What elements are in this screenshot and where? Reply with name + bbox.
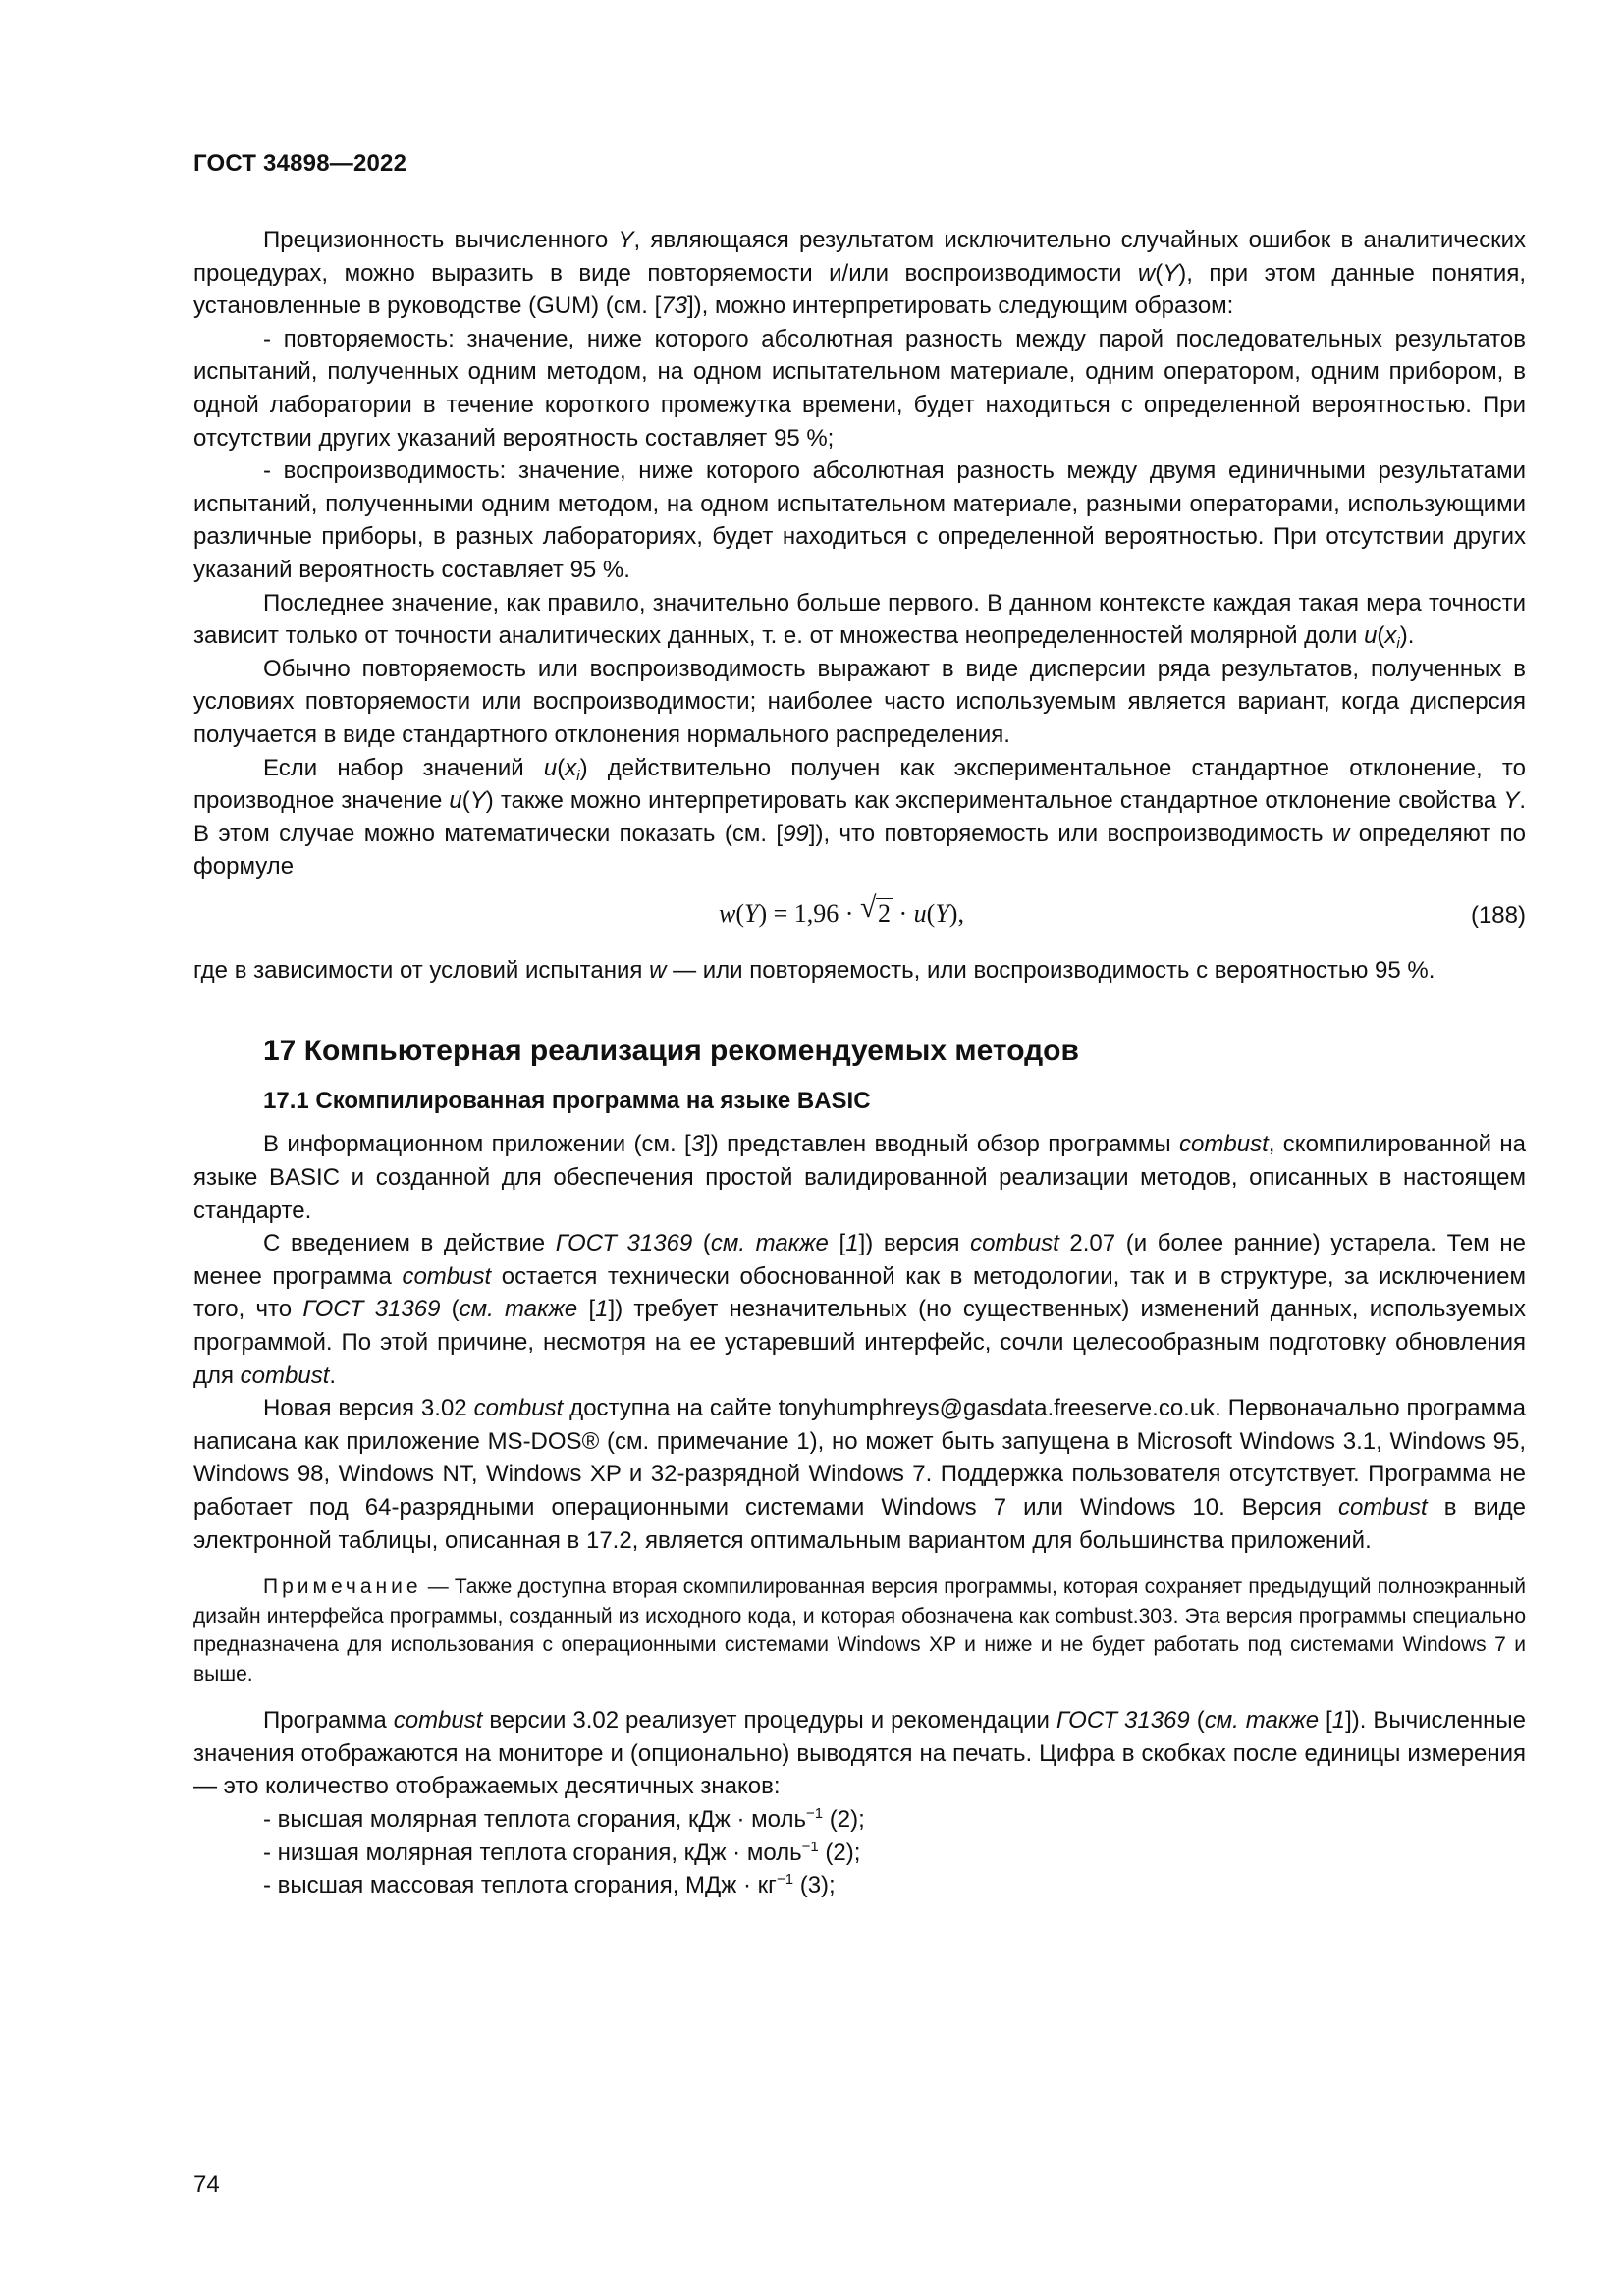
paragraph-program-implements: Программа combust версии 3.02 реализует процедуры и рекомендации ГОСТ 31369 (см. также [1]). Вычисленные значения отображаются на мониторе и (опционально) выводятся на печать. Цифра в скобках после единицы измерения — это количество отображаемых десятичных знаков:: [193, 1707, 1526, 1800]
equation-number: (188): [1470, 901, 1526, 929]
note-text: Примечание — Также доступна вторая скомпилированная версия программы, которая сохраняет предыдущий полноэкранный дизайн интерфейса программы, созданный из исходного кода, и которая обозначена как combust.303. Эта версия программы специально предназначена для использования с операционными системами Windows XP и ниже и не будет работать под системами Windows 7 и выше.: [193, 1575, 1526, 1685]
section-heading-17: 17 Компьютерная реализация рекомендуемых методов: [263, 1035, 1079, 1068]
page-number: 74: [193, 2171, 220, 2198]
paragraph-where: где в зависимости от условий испытания w — или повторяемость, или воспроизводимость с вероятностью 95 %.: [193, 956, 1435, 984]
paragraph-last-value: Последнее значение, как правило, значительно больше первого. В данном контексте каждая такая мера точности зависит только от точности аналитических данных, т. е. от множества неопределенностей молярной доли $u(x_i)$.: [193, 589, 1526, 653]
note-label: Примечание: [263, 1575, 422, 1599]
paragraph-dispersion: Обычно повторяемость или воспроизводимость выражают в виде дисперсии ряда результатов, полученных в условиях повторяемости или воспроизводимости; наиболее часто используемым является вариант, когда дисперсия получается в виде стандартного отклонения нормального распределения.: [193, 655, 1526, 748]
list-item: - высшая массовая теплота сгорания, МДж · $кг^{-1}$ (3);: [263, 1871, 836, 1899]
formula-expression: w(Y) = 1,96 · √ 2 · u(Y),: [719, 897, 964, 931]
list-item: - высшая молярная теплота сгорания, кДж · моль$^{-1}$ (2);: [263, 1804, 865, 1833]
note-block: [193, 1573, 1526, 1688]
paragraph-set-of-values: Если набор значений $u(x_i)$ действительно получен как экспериментальное стандартное отклонение, то производное значение u(Y) также можно интерпретировать как экспериментальное стандартное отклонение свойства Y. В этом случае можно математически показать (см. [99]), что повторяемость или воспроизводимость w определяют по формуле: [193, 754, 1526, 881]
paragraph-reproducibility: - воспроизводимость: значение, ниже которого абсолютная разность между двумя единичными результатами испытаний, полученными одним методом, на одном испытательном материале, разными операторами, использующими различные приборы, в разных лабораториях, будет находиться с определенной вероятностью. При отсутствии других указаний вероятность составляет 95 %.: [193, 457, 1526, 583]
list-item: - низшая молярная теплота сгорания, кДж · моль$^{-1}$ (2);: [263, 1838, 861, 1866]
paragraph-gost-introduction: С введением в действие ГОСТ 31369 (см. также [1]) версия combust 2.07 (и более ранние) устарела. Тем не менее программа combust остается технически обоснованной как в методологии, так и в структуре, за исключением того, что ГОСТ 31369 (см. также [1]) требует незначительных (но существенных) изменений данных, используемых программой. По этой причине, несмотря на ее устаревший интерфейс, сочли целесообразным подготовку обновления для combust.: [193, 1230, 1526, 1389]
paragraph-informative-annex: В информационном приложении (см. [3]) представлен вводный обзор программы combust, скомпилированной на языке BASIC и созданной для обеспечения простой валидированной реализации методов, описанных в настоящем стандарте.: [193, 1131, 1526, 1224]
paragraph-repeatability: - повторяемость: значение, ниже которого абсолютная разность между парой последовательных результатов испытаний, полученных одним методом, на одном испытательном материале, одним оператором, одним прибором, в одной лаборатории в течение короткого промежутка времени, будет находиться с определенной вероятностью. При отсутствии других указаний вероятность составляет 95 %;: [193, 325, 1526, 452]
paragraph-precision: Прецизионность вычисленного Y, являющаяся результатом исключительно случайных ошибок в аналитических процедурах, можно выразить в виде повторяемости и/или воспроизводимости w(Y), при этом данные понятия, установленные в руководстве (GUM) (см. [73]), можно интерпретировать следующим образом:: [193, 227, 1527, 320]
formula-188: [193, 891, 1526, 940]
document-header: ГОСТ 34898—2022: [193, 150, 407, 177]
subsection-heading-17-1: 17.1 Скомпилированная программа на языке BASIC: [263, 1088, 871, 1115]
page-content: [193, 224, 1526, 1902]
paragraph-new-version: Новая версия 3.02 combust доступна на сайте tonyhumphreys@gasdata.freeserve.co.uk. Первоначально программа написана как приложение MS-DOS® (см. примечание 1), но может быть запущена в Microsoft Windows 3.1, Windows 95, Windows 98, Windows NT, Windows XP и 32-разрядной Windows 7. Поддержка пользователя отсутствует. Программа не работает под 64-разрядными операционными системами Windows 7 или Windows 10. Версия combust в виде электронной таблицы, описанная в 17.2, является оптимальным вариантом для большинства приложений.: [193, 1395, 1527, 1554]
document-page: [193, 0, 1526, 2296]
sqrt-symbol: √ 2: [859, 890, 891, 928]
